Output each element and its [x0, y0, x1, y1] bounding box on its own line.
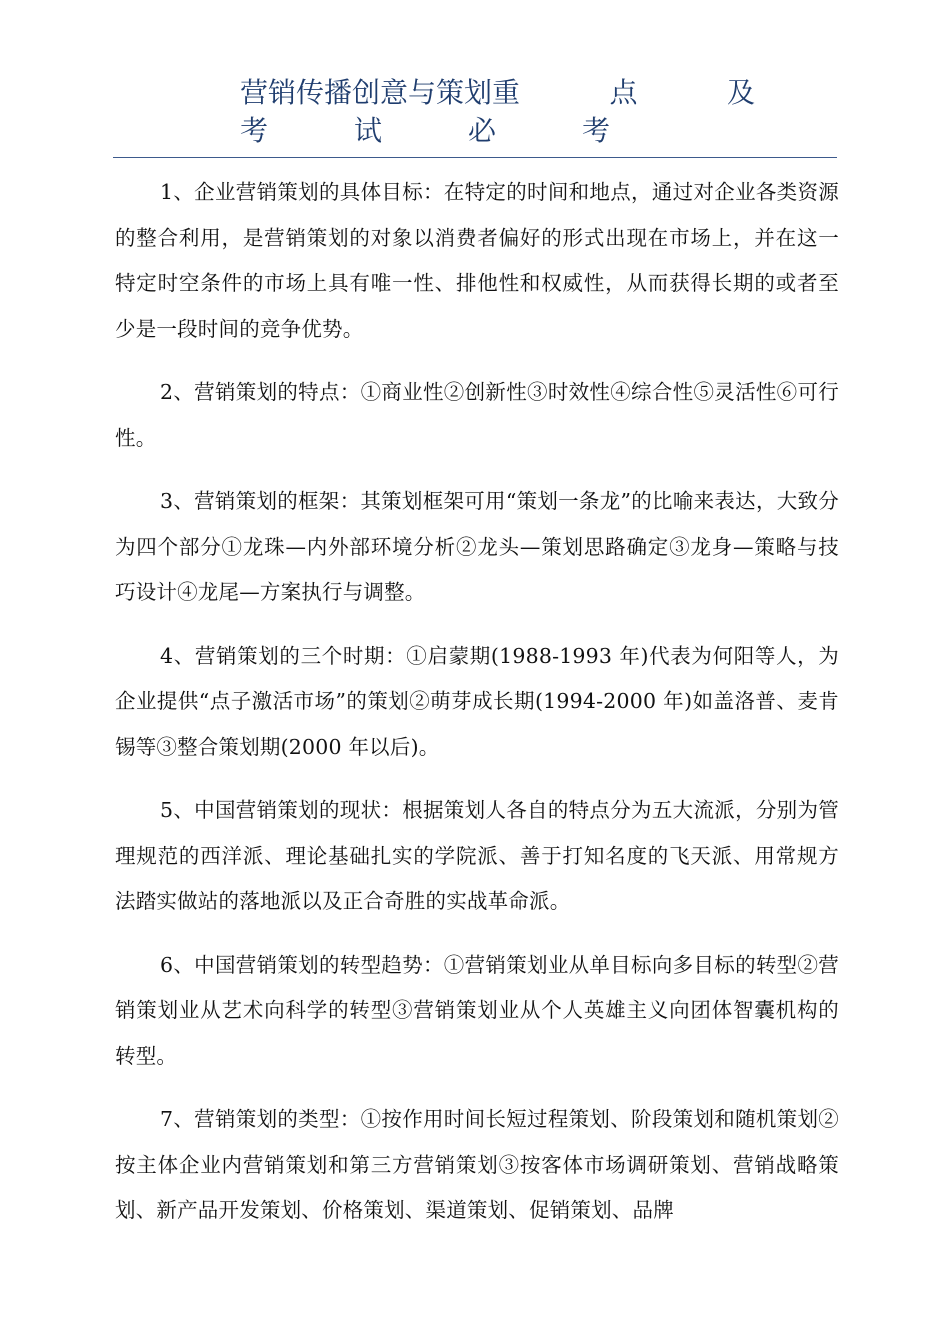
title-segment: 点 — [609, 76, 638, 109]
title-divider — [113, 157, 837, 158]
paragraph-2: 2、营销策划的特点：①商业性②创新性③时效性④综合性⑤灵活性⑥可行性。 — [115, 380, 839, 450]
title-segment: 营销传播创意与策划重 — [240, 76, 521, 109]
title-segment: 试 — [353, 114, 382, 147]
paragraph-5: 5、中国营销策划的现状：根据策划人各自的特点分为五大流派，分别为管理规范的西洋派、理论基础扎实的学院派、善于打知名度的飞天派、用常规方法踏实做站的落地派以及正合奇胜的实战革命派。 — [115, 798, 839, 913]
document-title — [240, 74, 780, 150]
title-segment: 考 — [581, 114, 610, 147]
paragraph-1: 1、企业营销策划的具体目标：在特定的时间和地点，通过对企业各类资源的整合利用，是营销策划的对象以消费者偏好的形式出现在市场上，并在这一特定时空条件的市场上具有唯一性、排他性和权威性，从而获得长期的或者至少是一段时间的竞争优势。 — [115, 180, 839, 341]
document-body — [115, 170, 839, 1252]
title-segment: 考 — [240, 114, 269, 147]
paragraph-4: 4、营销策划的三个时期：①启蒙期(1988-1993 年)代表为何阳等人，为企业提供“点子激活市场”的策划②萌芽成长期(1994-2000 年)如盖洛普、麦肯锡等③整合策划期(2000 年以后)。 — [115, 643, 839, 759]
paragraph-7: 7、营销策划的类型：①按作用时间长短过程策划、阶段策划和随机策划②按主体企业内营销策划和第三方营销策划③按客体市场调研策划、营销战略策划、新产品开发策划、价格策划、渠道策划、促销策划、品牌 — [115, 1107, 839, 1222]
title-segment: 必 — [467, 114, 496, 147]
title-line-2 — [240, 112, 610, 150]
title-line-1 — [240, 74, 755, 112]
title-segment: 及 — [726, 76, 755, 109]
paragraph-3: 3、营销策划的框架：其策划框架可用“策划一条龙”的比喻来表达，大致分为四个部分①龙珠—内外部环境分析②龙头—策划思路确定③龙身—策略与技巧设计④龙尾—方案执行与调整。 — [115, 489, 839, 604]
paragraph-6: 6、中国营销策划的转型趋势：①营销策划业从单目标向多目标的转型②营销策划业从艺术向科学的转型③营销策划业从个人英雄主义向团体智囊机构的转型。 — [115, 952, 839, 1068]
